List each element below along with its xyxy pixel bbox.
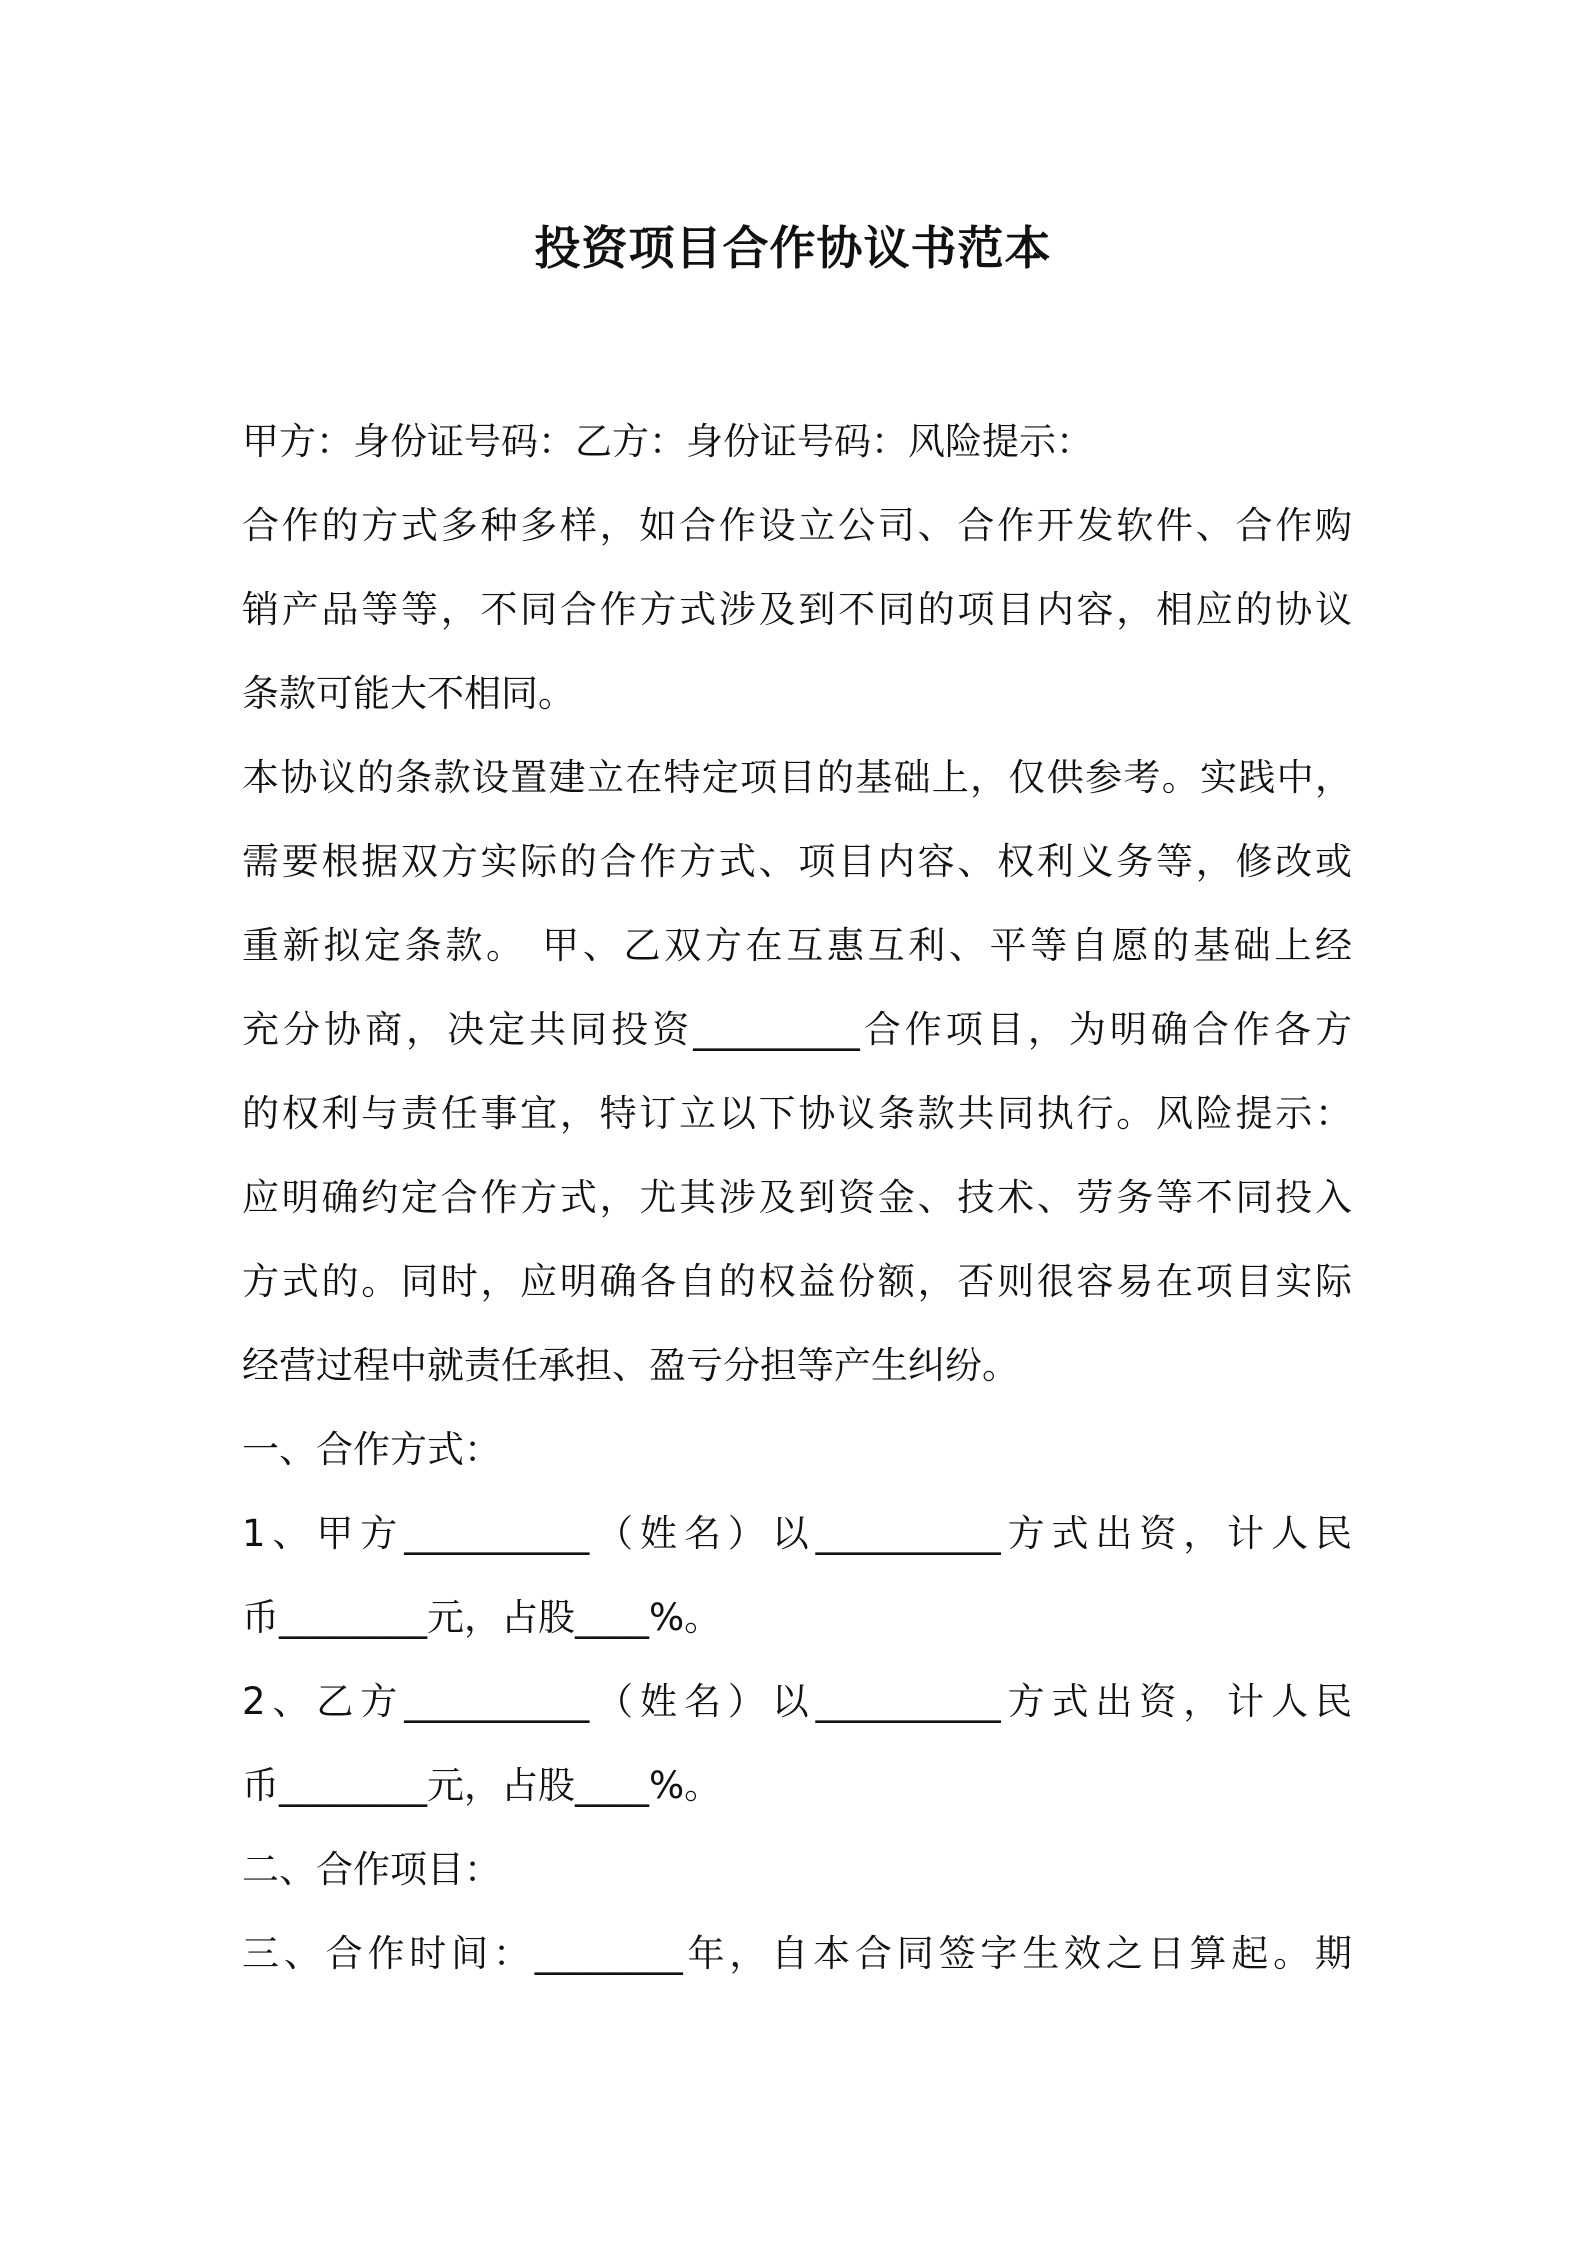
section-heading-2: 二、合作项目： <box>242 1848 501 1891</box>
text-line-15: 币________元，占股____%。 <box>242 1596 722 1639</box>
text-line-5: 本协议的条款设置建立在特定项目的基础上，仅供参考。实践中， <box>242 756 1352 799</box>
document-title: 投资项目合作协议书范本 <box>534 221 1052 275</box>
text-line-17: 币________元，占股____%。 <box>242 1764 722 1807</box>
text-line-16: 2、乙方__________（姓名）以__________方式出资，计人民 <box>242 1680 1352 1723</box>
text-line-8: 充分协商，决定共同投资_________合作项目，为明确合作各方 <box>242 1008 1352 1051</box>
text-line-7: 重新拟定条款。 甲、乙双方在互惠互利、平等自愿的基础上经 <box>242 924 1352 967</box>
text-line-12: 经营过程中就责任承担、盈亏分担等产生纠纷。 <box>242 1344 1019 1387</box>
text-line-3: 销产品等等，不同合作方式涉及到不同的项目内容，相应的协议 <box>242 588 1352 631</box>
text-line-9: 的权利与责任事宜，特订立以下协议条款共同执行。风险提示： <box>242 1092 1352 1135</box>
text-line-4: 条款可能大不相同。 <box>242 672 575 715</box>
text-line-14: 1、甲方__________（姓名）以__________方式出资，计人民 <box>242 1512 1352 1555</box>
document-body <box>242 400 1352 1996</box>
text-line-19: 三、合作时间：________年，自本合同签字生效之日算起。期 <box>242 1932 1352 1975</box>
text-line-2: 合作的方式多种多样，如合作设立公司、合作开发软件、合作购 <box>242 504 1352 547</box>
text-line-1: 甲方：身份证号码：乙方：身份证号码：风险提示： <box>242 420 1093 463</box>
text-line-6: 需要根据双方实际的合作方式、项目内容、权利义务等，修改或 <box>242 840 1352 883</box>
text-line-10: 应明确约定合作方式，尤其涉及到资金、技术、劳务等不同投入 <box>242 1176 1352 1219</box>
section-heading-1: 一、合作方式： <box>242 1428 501 1471</box>
text-line-11: 方式的。同时，应明确各自的权益份额，否则很容易在项目实际 <box>242 1260 1352 1303</box>
